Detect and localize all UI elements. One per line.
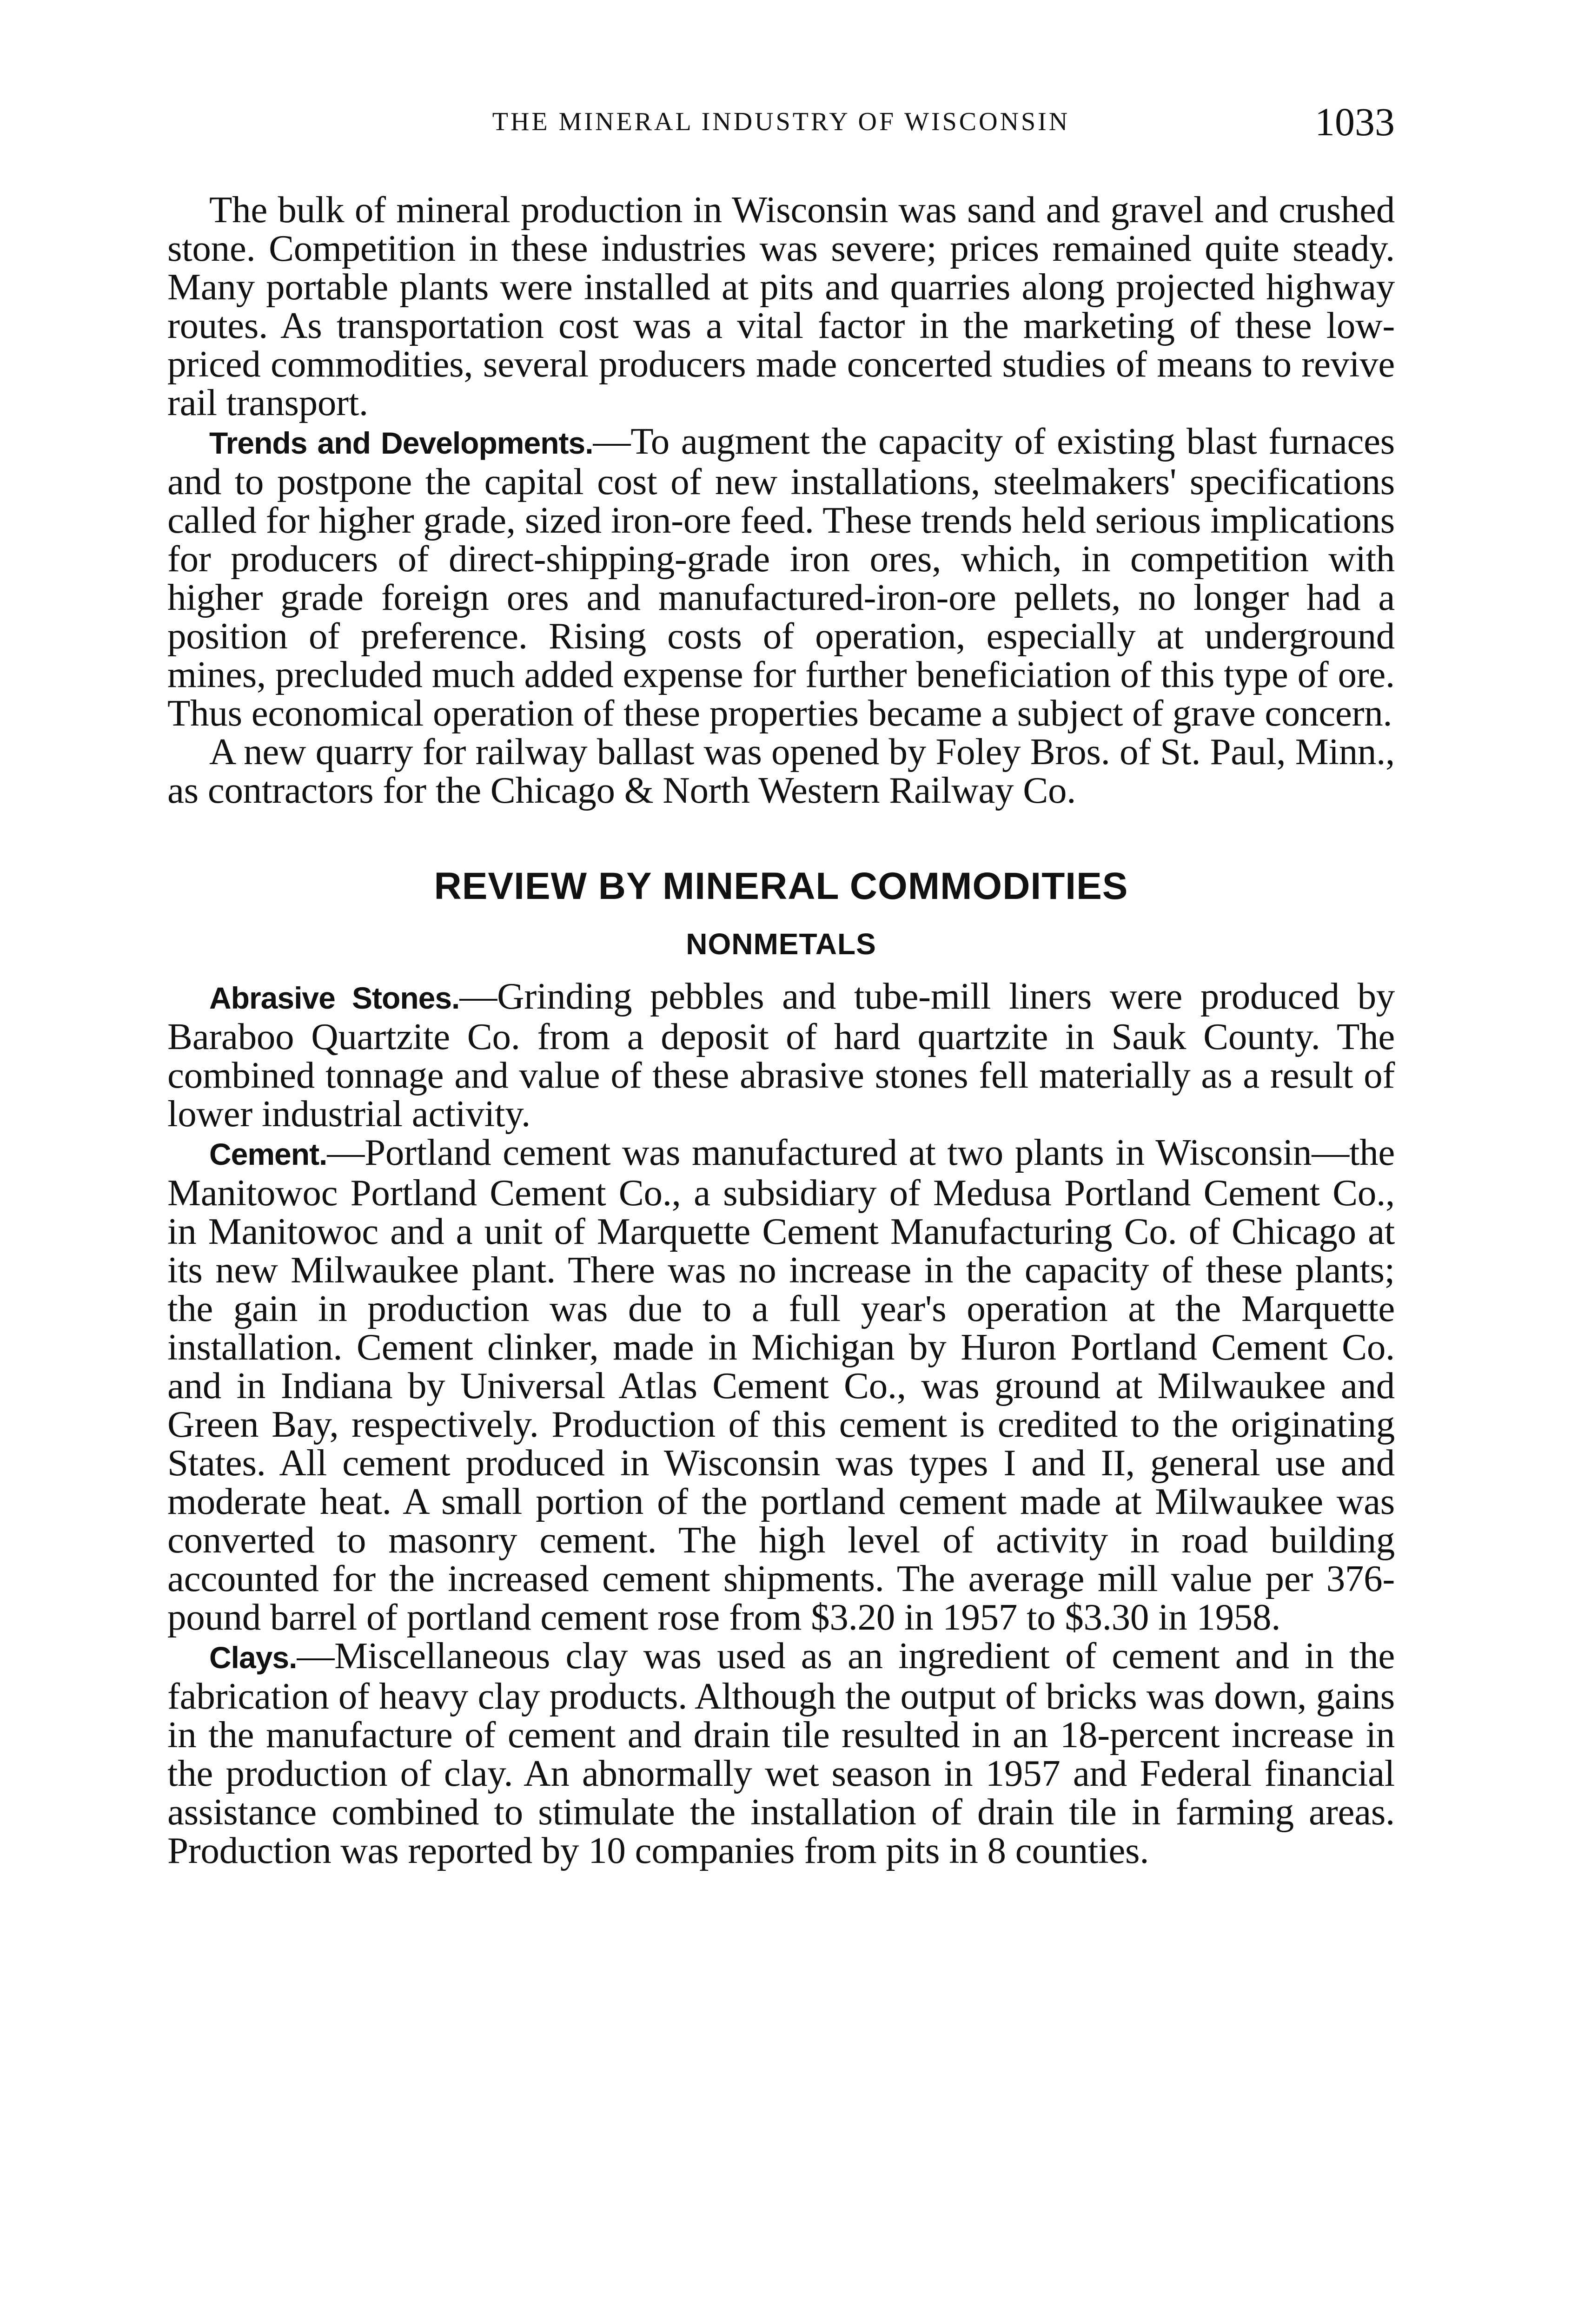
running-head <box>167 93 1395 163</box>
cement-text: —Portland cement was manufactured at two plants in Wisconsin—the Manitowoc Portland Cement Co., a subsidiary of Medusa Portland Cement Co., in Manitowoc and a unit of Marquette Cement Manufacturing Co. of Chicago at its new Milwaukee plant. There was no increase in the capacity of these plants; the gain in production was due to a full year's operation at the Marquette installation. Cement clinker, made in Michigan by Huron Portland Cement Co. and in Indiana by Universal Atlas Cement Co., was ground at Milwaukee and Green Bay, respectively. Production of this cement is credited to the originating States. All cement produced in Wisconsin was types I and II, general use and moderate heat. A small portion of the portland cement made at Milwaukee was converted to masonry cement. The high level of activity in road building accounted for the increased cement shipments. The average mill value per 376-pound barrel of portland cement rose from $3.20 in 1957 to $3.30 in 1958. <box>167 1131 1395 1638</box>
paragraph-abrasive-stones <box>167 977 1395 1133</box>
abrasive-text: —Grinding pebbles and tube-mill liners were produced by Baraboo Quartzite Co. from a deposit of hard quartzite in Sauk County. The combined tonnage and value of these abrasive stones fell materially as a result of lower industrial activity. <box>167 975 1395 1135</box>
section-heading: REVIEW BY MINERAL COMMODITIES <box>434 865 1128 907</box>
clays-text: —Miscellaneous clay was used as an ingredient of cement and in the fabrication of heavy clay products. Although the output of bricks was down, gains in the manufacture of cement and drain tile resulted in an 18-percent increase in the production of clay. An abnormally wet season in 1957 and Federal financial assistance combined to stimulate the installation of drain tile in farming areas. Production was reported by 10 companies from pits in 8 counties. <box>167 1635 1395 1871</box>
abrasive-lead: Abrasive Stones. <box>209 981 460 1015</box>
paragraph-cement <box>167 1133 1395 1637</box>
intro-section <box>167 191 1395 810</box>
nonmetals-section <box>167 977 1395 1870</box>
paragraph-trends <box>167 422 1395 733</box>
cement-lead: Cement. <box>209 1137 327 1171</box>
page <box>167 93 1395 1870</box>
running-title: THE MINERAL INDUSTRY OF WISCONSIN <box>492 107 1070 136</box>
paragraph-clays <box>167 1637 1395 1870</box>
paragraph-sand-gravel: The bulk of mineral production in Wisconsin was sand and gravel and crushed stone. Competition in these industries was severe; prices remained quite steady. Many portable plants were installed at pits and quarries along projected highway routes. As transportation cost was a vital factor in the marketing of these low-priced commodities, several producers made concerted studies of means to revive rail transport. <box>167 189 1395 423</box>
paragraph-quarry: A new quarry for railway ballast was opened by Foley Bros. of St. Paul, Minn., as contractors for the Chicago & North Western Railway Co. <box>167 731 1395 811</box>
clays-lead: Clays. <box>209 1640 297 1675</box>
trends-text: —To augment the capacity of existing blast furnaces and to postpone the capital cost of new installations, steelmakers' specifications called for higher grade, sized iron-ore feed. These trends held serious implications for producers of direct-shipping-grade iron ores, which, in competition with higher grade foreign ores and manufactured-iron-ore pellets, no longer had a position of preference. Rising costs of operation, especially at underground mines, precluded much added expense for further beneficiation of this type of ore. Thus economical operation of these properties became a subject of grave concern. <box>167 420 1395 734</box>
subsection-heading: NONMETALS <box>686 927 876 961</box>
page-number: 1033 <box>1315 99 1395 144</box>
trends-lead: Trends and Developments. <box>209 426 593 460</box>
